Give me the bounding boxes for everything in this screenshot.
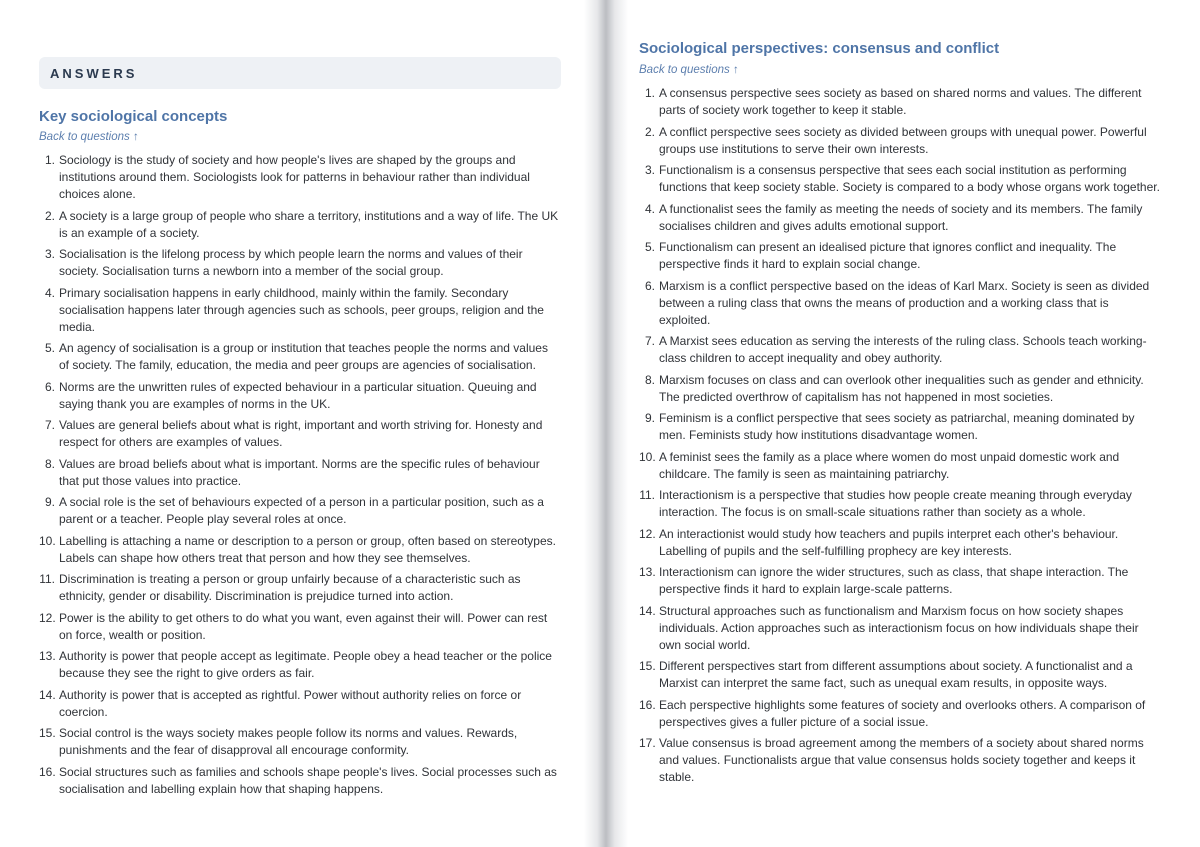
answer-number: 3.	[644, 163, 655, 177]
answer-text: Power is the ability to get others to do what you want, even against their will. Power can rest on force, wealth or position.	[59, 610, 548, 642]
answer-number: 8.	[44, 456, 55, 471]
answer-number: 12.	[639, 526, 656, 541]
answer-item	[39, 456, 561, 490]
answer-item	[639, 735, 1163, 786]
answer-number: 8.	[644, 372, 655, 387]
answer-text: A society is a large group of people who share a territory, institutions and a way of life. The UK is an example of a society.	[59, 208, 559, 240]
answer-text: Primary socialisation happens in early childhood, mainly within the family. Secondary socialisation happens later through agencies such as schools, peer groups, religion and the media.	[59, 285, 544, 334]
answer-number: 14.	[639, 603, 656, 618]
answer-text: Values are general beliefs about what is right, important and worth striving for. Honesty and respect for others are examples of values.	[59, 418, 543, 449]
answer-item	[39, 610, 561, 644]
back-to-questions-link[interactable]: Back to questions ↑	[39, 131, 139, 143]
answer-text: Authority is power that is accepted as rightful. Power without authority relies on force or coercion.	[59, 687, 522, 719]
answer-text: Socialisation is the lifelong process by which people learn the norms and values of their society. Socialisation turns a newborn into a member of the social group.	[59, 247, 523, 278]
answer-item	[639, 124, 1163, 158]
answer-item	[639, 201, 1163, 235]
answer-text: Interactionism is a perspective that studies how people create meaning through everyday interaction. The focus is on small-scale situations rather than society as a whole.	[659, 488, 1132, 519]
answer-text: Social control is the ways society makes people follow its norms and values. Rewards, punishments and the fear of disapproval all encourage conformity.	[59, 726, 518, 757]
answer-text: Value consensus is broad agreement among the members of a society about shared norms and values. Functionalists argue that value consensus holds society together and keeps it stable.	[659, 736, 1144, 784]
answer-number: 6.	[44, 379, 55, 394]
answer-text: Interactionism can ignore the wider structures, such as class, that shape interaction. The perspective finds it hard to explain large-scale patterns.	[659, 565, 1129, 596]
answer-item	[639, 333, 1163, 367]
answer-number: 4.	[644, 201, 655, 216]
answer-text: A feminist sees the family as a place where women do most unpaid domestic work and childcare. The family is seen as maintaining patriarchy.	[659, 449, 1120, 481]
answer-item	[39, 533, 561, 567]
answers-heading: ANSWERS	[50, 66, 138, 81]
answer-number: 7.	[44, 418, 55, 432]
section-title-perspectives: Sociological perspectives: consensus and conflict	[639, 40, 1000, 57]
answer-item	[39, 152, 561, 203]
answer-text: Norms are the unwritten rules of expected behaviour in a particular situation. Queuing and saying thank you are examples of norms in the UK.	[59, 379, 537, 411]
answers-header-bar	[39, 57, 561, 89]
answer-item	[39, 285, 561, 336]
answer-item	[639, 162, 1163, 196]
answer-item	[39, 246, 561, 280]
answer-text: Marxism focuses on class and can overlook other inequalities such as gender and ethnicity. The predicted overthrow of capitalism has not happened in most societies.	[659, 372, 1144, 404]
answer-number: 4.	[44, 285, 55, 300]
answer-item	[639, 278, 1163, 329]
answer-number: 10.	[639, 449, 656, 464]
answer-text: Feminism is a conflict perspective that sees society as patriarchal, meaning dominated by men. Feminists study how institutions disadvantage women.	[659, 411, 1135, 442]
answer-text: An interactionist would study how teachers and pupils interpret each other's behaviour. Labelling of pupils and the self-fulfilling prophecy are key interests.	[659, 526, 1119, 558]
answer-text: A functionalist sees the family as meeting the needs of society and its members. The family socialises children and gives adults emotional support.	[659, 201, 1143, 233]
answer-text: A consensus perspective sees society as based on shared norms and values. The different parts of society work together to keep it stable.	[659, 86, 1142, 117]
answer-number: 15.	[639, 659, 656, 673]
page-gutter-shadow	[584, 0, 628, 847]
answer-text: Functionalism is a consensus perspective that sees each social institution as performing functions that keep society stable. Society is compared to a body whose organs work together.	[659, 163, 1160, 194]
answer-text: A Marxist sees education as serving the interests of the ruling class. Schools teach working-class children to accept inequality and obey authority.	[659, 334, 1147, 365]
answer-text: A social role is the set of behaviours expected of a person in a particular position, such as a parent or a teacher. People play several roles at once.	[59, 495, 544, 526]
answer-text: Social structures such as families and schools shape people's lives. Social processes such as socialisation and labelling explain how that shaping happens.	[59, 764, 557, 796]
answer-number: 7.	[644, 334, 655, 348]
answer-number: 3.	[44, 247, 55, 261]
answer-item	[639, 603, 1163, 654]
answer-number: 11.	[639, 488, 655, 502]
answer-text: An agency of socialisation is a group or institution that teaches people the norms and values of society. The family, education, the media and peer groups are agencies of socialisation.	[59, 341, 548, 372]
answer-item	[639, 372, 1163, 406]
answer-text: Structural approaches such as functionalism and Marxism focus on how society shapes individuals. Action approaches such as interactionism focus on how individuals shape their own social world.	[659, 603, 1139, 652]
answer-item	[639, 239, 1163, 273]
answer-item	[639, 410, 1163, 444]
answer-item	[39, 764, 561, 798]
answer-item	[39, 208, 561, 242]
answer-item	[39, 687, 561, 721]
answer-item	[39, 379, 561, 413]
answer-number: 11.	[39, 572, 55, 586]
section-title-key-concepts: Key sociological concepts	[39, 108, 228, 125]
answer-number: 1.	[644, 86, 655, 100]
answer-number: 15.	[39, 726, 56, 740]
answer-item	[639, 697, 1163, 731]
answers-list-key-concepts	[39, 152, 561, 802]
answer-text: Marxism is a conflict perspective based on the ideas of Karl Marx. Society is seen as divided between a ruling class that owns the means of production and a working class that is exploited.	[659, 278, 1150, 327]
answer-text: Authority is power that people accept as legitimate. People obey a head teacher or the police because they see the right to give orders as fair.	[59, 649, 552, 680]
answer-number: 13.	[39, 649, 56, 663]
answer-number: 12.	[39, 610, 56, 625]
answer-item	[639, 449, 1163, 483]
answer-text: Each perspective highlights some features of society and overlooks others. A comparison of perspectives gives a fuller picture of a social issue.	[659, 697, 1146, 729]
answer-item	[39, 571, 561, 605]
answer-text: Functionalism can present an idealised picture that ignores conflict and inequality. The perspective finds it hard to explain social change.	[659, 240, 1117, 271]
answer-text: Discrimination is treating a person or group unfairly because of a characteristic such as ethnicity, gender or disability. Discrimination is prejudice turned into action.	[59, 572, 521, 603]
answer-number: 5.	[44, 341, 55, 355]
answer-item	[639, 564, 1163, 598]
answer-text: Labelling is attaching a name or description to a person or group, often based on stereotypes. Labels can shape how others treat that person and how they see themselves.	[59, 533, 556, 565]
answer-item	[39, 417, 561, 451]
answer-item	[639, 487, 1163, 521]
answer-item	[39, 725, 561, 759]
answer-item	[639, 658, 1163, 692]
answer-number: 16.	[639, 697, 656, 712]
answer-item	[39, 648, 561, 682]
answer-item	[39, 494, 561, 528]
answer-item	[639, 526, 1163, 560]
answer-number: 17.	[639, 736, 656, 750]
answer-text: Different perspectives start from different assumptions about society. A functionalist and a Marxist can interpret the same fact, such as unequal exam results, in opposite ways.	[659, 659, 1133, 690]
answer-number: 16.	[39, 764, 56, 779]
answer-number: 6.	[644, 278, 655, 293]
answer-item	[39, 340, 561, 374]
answer-number: 9.	[644, 411, 655, 425]
answer-number: 2.	[644, 124, 655, 139]
answer-text: Sociology is the study of society and how people's lives are shaped by the groups and institutions around them. Sociologists look for patterns in behaviour rather than individual choices alone.	[59, 153, 530, 201]
answer-text: A conflict perspective sees society as divided between groups with unequal power. Powerful groups use institutions to serve their own interests.	[659, 124, 1147, 156]
answer-number: 13.	[639, 565, 656, 579]
answer-number: 1.	[44, 153, 55, 167]
answer-number: 10.	[39, 533, 56, 548]
answer-number: 14.	[39, 687, 56, 702]
answer-number: 2.	[44, 208, 55, 223]
answer-number: 5.	[644, 240, 655, 254]
answer-number: 9.	[44, 495, 55, 509]
back-to-questions-link[interactable]: Back to questions ↑	[639, 64, 739, 76]
answers-list-perspectives	[639, 85, 1163, 791]
answer-text: Values are broad beliefs about what is important. Norms are the specific rules of behaviour that put those values into practice.	[59, 456, 540, 488]
answer-item	[639, 85, 1163, 119]
